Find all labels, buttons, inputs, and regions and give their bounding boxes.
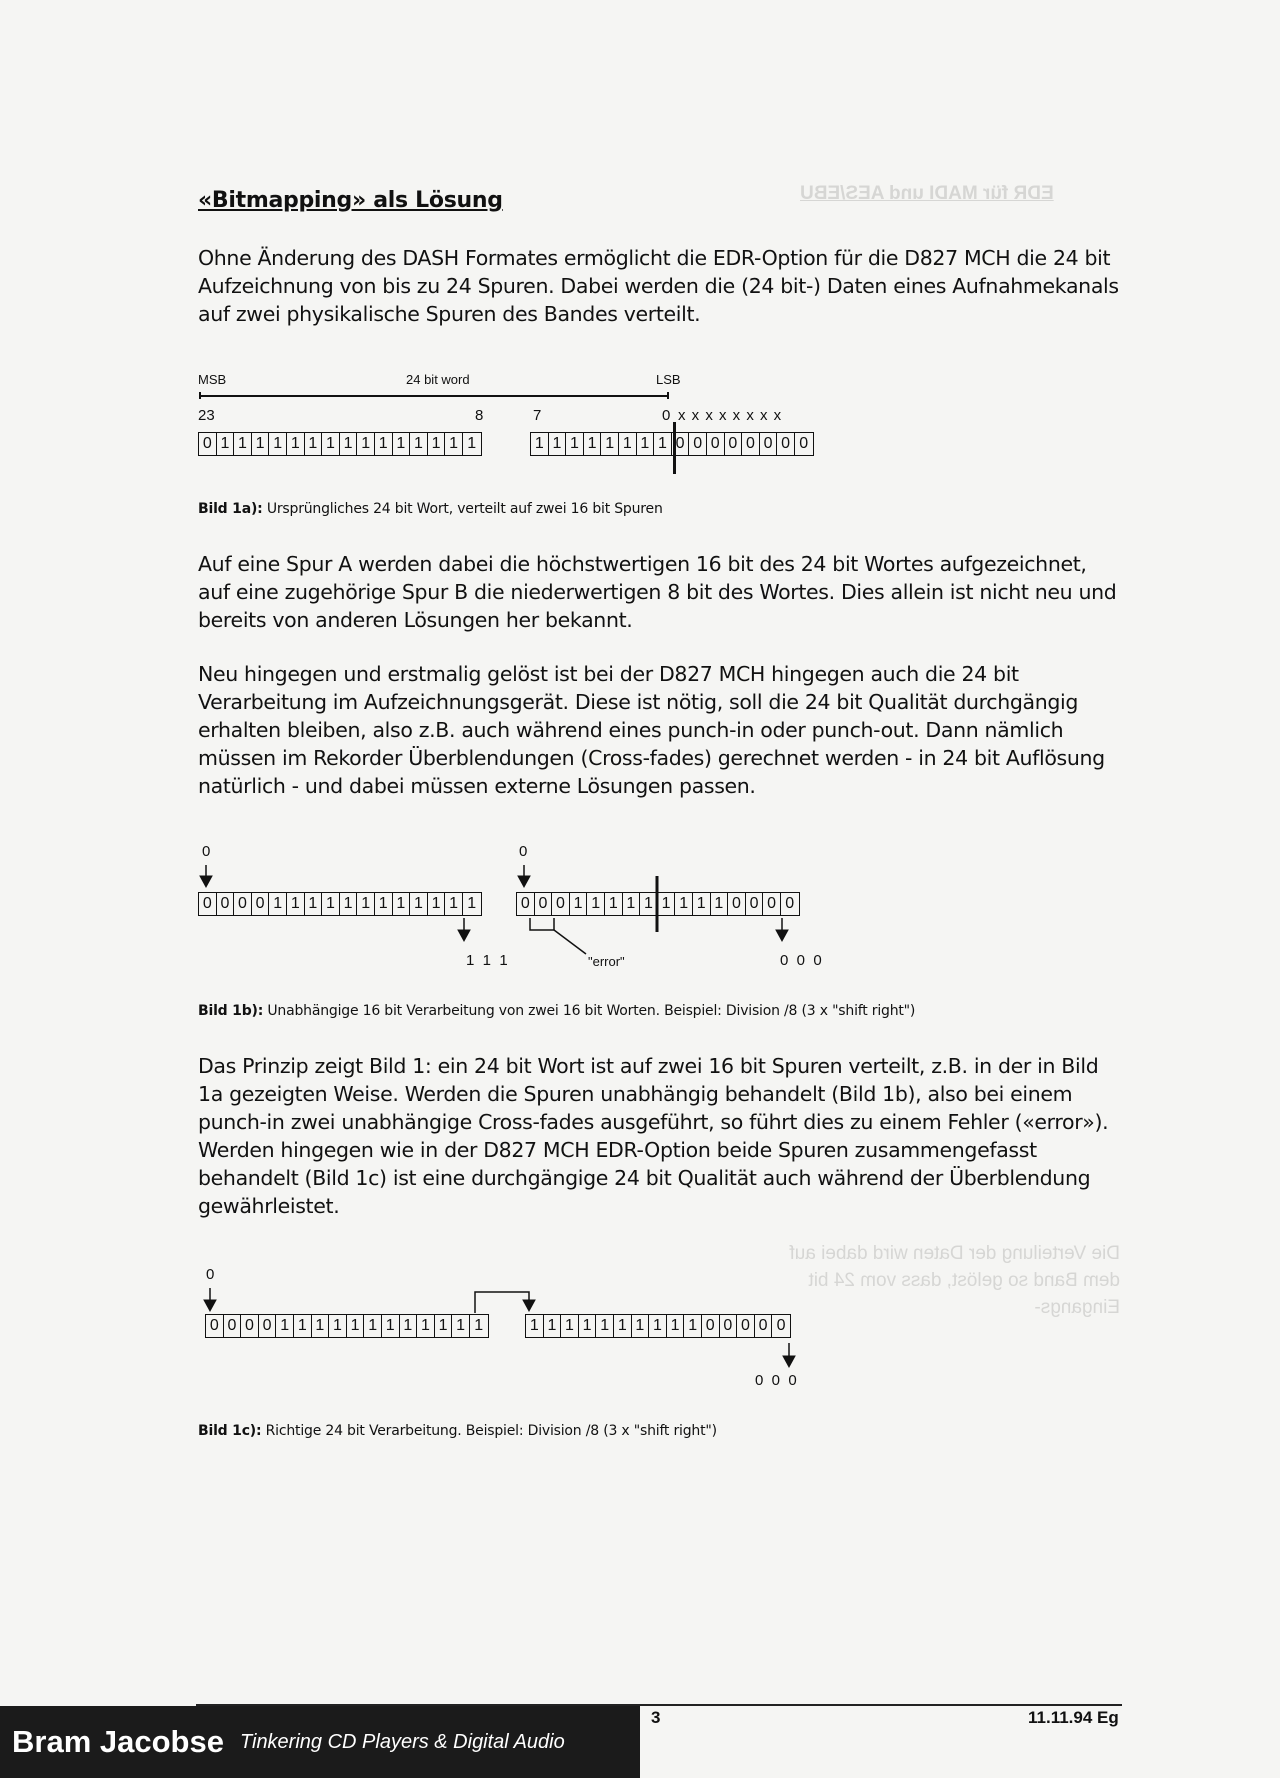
lsb-x-marks: x x x x x x x x <box>678 407 783 424</box>
bit-cell: 1 <box>605 893 623 915</box>
bit-cell: 1 <box>269 433 287 455</box>
bit-cell: 1 <box>526 1315 544 1337</box>
bit-8-label: 8 <box>475 407 484 424</box>
bit-cell: 1 <box>305 433 323 455</box>
bit-cell: 1 <box>566 433 584 455</box>
bit-cell: 0 <box>217 893 235 915</box>
bit-cell: 1 <box>654 433 672 455</box>
bit-cell: 1 <box>217 433 235 455</box>
bit-cell: 0 <box>725 433 743 455</box>
bleed-through-heading: EDR für MADI und AES/EBU <box>800 183 1054 204</box>
bit-cell: 0 <box>707 433 725 455</box>
bit-cell: 1 <box>357 433 375 455</box>
bit-cell: 1 <box>474 1317 484 1334</box>
bit-cell: 1 <box>693 893 711 915</box>
bit-cell: 1 <box>410 893 428 915</box>
bit-cell: 1 <box>375 893 393 915</box>
bit-cell: 0 <box>742 433 760 455</box>
bit-cell: 1 <box>711 893 729 915</box>
bit-cell: 1 <box>640 893 658 915</box>
paragraph-tracks: Auf eine Spur A werden dabei die höchstwertigen 16 bit des 24 bit Wortes aufgezeichnet, auf eine zugehörige Spur B die niederwertigen 8 bit des Wortes. Dies allein ist nicht neu und bereits von anderen Lösungen her bekannt. <box>198 552 1117 632</box>
bit-cell: 0 <box>777 433 795 455</box>
fig1b-zero-a: 0 <box>202 843 211 860</box>
bit-cell: 1 <box>312 1315 330 1337</box>
bit-cell: 1 <box>596 1315 614 1337</box>
bit-cell: 1 <box>428 433 446 455</box>
bit-23-label: 23 <box>198 407 215 424</box>
bit-cell: 1 <box>579 1315 597 1337</box>
paragraph-processing: Neu hingegen und erstmalig gelöst ist bei der D827 MCH hingegen auch die 24 bit Verarbeitung im Aufzeichnungsgerät. Diese ist nötig, soll die 24 bit Qualität durchgängig erhalten bleiben, also z.B. auch während eines punch-in oder punch-out. Dann nämlich müssen im Rekorder Überblendungen (Cross-fades) gerechnet werden - in 24 bit Auflösung natürlich - und dabei müssen externe Lösungen passen. <box>198 662 1105 798</box>
bit-cell: 0 <box>728 893 746 915</box>
bit-cell: 0 <box>799 435 809 452</box>
bit-cell: 1 <box>435 1315 453 1337</box>
bit-cell: 1 <box>531 433 549 455</box>
watermark-name: Bram Jacobse <box>12 1724 224 1759</box>
bit-cell: 1 <box>322 433 340 455</box>
bit-cell: 1 <box>467 435 477 452</box>
bit-cell: 1 <box>410 433 428 455</box>
bit-cell: 0 <box>259 1315 277 1337</box>
watermark-tagline: Tinkering CD Players & Digital Audio <box>239 1730 565 1753</box>
bit-cell: 1 <box>675 893 693 915</box>
bleed-through-text: Die Verteilung der Daten wird dabei auf dem Band so gelöst, dass vom 24 bit Eingangs- <box>789 1243 1120 1318</box>
bit-cell: 0 <box>746 893 764 915</box>
bit-cell: 0 <box>517 893 535 915</box>
bit-cell: 1 <box>561 1315 579 1337</box>
section-heading: «Bitmapping» als Lösung <box>198 188 503 213</box>
lsb-label: LSB <box>656 372 681 387</box>
bit-cell: 1 <box>269 893 287 915</box>
bit-cell: 1 <box>287 893 305 915</box>
bit-cell: 1 <box>570 893 588 915</box>
bit-cell: 1 <box>601 433 619 455</box>
bit-cell: 1 <box>445 433 463 455</box>
bit-cell: 0 <box>224 1315 242 1337</box>
bit-cell: 1 <box>393 893 411 915</box>
bit-cell: 1 <box>637 433 655 455</box>
caption-fig1a: Bild 1a): Ursprüngliches 24 bit Wort, verteilt auf zwei 16 bit Spuren <box>198 501 663 517</box>
paragraph-principle: Das Prinzip zeigt Bild 1: ein 24 bit Wort ist auf zwei 16 bit Spuren verteilt, z.B. in der in Bild 1a gezeigten Weise. Werden die Spuren unabhängig behandelt (Bild 1b), also bei einem punch-in zwei unabhängige Cross-fades ausgeführt, so führt dies zu einem Fehler («error»). Werden hingegen wie in der D827 MCH EDR-Option beide Spuren zusammengefasst behandelt (Bild 1c) ist eine durchgängige 24 bit Qualität auch während der Überblendung gewährleistet. <box>198 1054 1109 1218</box>
bit-cell: 1 <box>340 433 358 455</box>
bit-cell: 1 <box>364 1315 382 1337</box>
bit-cell: 1 <box>619 433 637 455</box>
bit-cell: 0 <box>737 1315 755 1337</box>
bit-cell: 1 <box>658 893 676 915</box>
fig1b-output-a: 1 1 1 <box>466 952 508 969</box>
fig1c-output: 0 0 0 <box>755 1372 797 1389</box>
paragraph-intro: Ohne Änderung des DASH Formates ermöglicht die EDR-Option für die D827 MCH die 24 bit Aufzeichnung von bis zu 24 Spuren. Dabei werden die (24 bit-) Daten eines Aufnahmekanals auf zwei physikalische Spuren des Bandes verteilt. <box>198 246 1119 326</box>
watermark-banner <box>0 1706 640 1778</box>
bit-cell: 0 <box>552 893 570 915</box>
page-number: 3 <box>651 1708 661 1727</box>
bit-cell: 0 <box>234 893 252 915</box>
bit-cell: 1 <box>382 1315 400 1337</box>
fig1b-output-b: 0 0 0 <box>780 952 822 969</box>
bit-cell: 1 <box>347 1315 365 1337</box>
arrow-down-icon <box>523 1300 535 1311</box>
bit-cell: 1 <box>649 1315 667 1337</box>
bit-cell: 1 <box>294 1315 312 1337</box>
bit-cell: 1 <box>276 1315 294 1337</box>
bit-cell: 0 <box>206 1315 224 1337</box>
fig1c-track-b <box>525 1314 791 1338</box>
bit-cell: 1 <box>614 1315 632 1337</box>
bit-cell: 1 <box>623 893 641 915</box>
bit-cell: 0 <box>720 1315 738 1337</box>
bit-cell: 0 <box>241 1315 259 1337</box>
bit-cell: 1 <box>544 1315 562 1337</box>
caption-fig1b: Bild 1b): Unabhängige 16 bit Verarbeitung von zwei 16 bit Worten. Beispiel: Division /8 (3 x "shift right") <box>198 1003 916 1019</box>
bit-cell: 1 <box>667 1315 685 1337</box>
bit-cell: 1 <box>417 1315 435 1337</box>
bit-cell: 0 <box>785 895 795 912</box>
bit-cell: 1 <box>340 893 358 915</box>
bit-cell: 1 <box>305 893 323 915</box>
fig1b-zero-b: 0 <box>519 843 528 860</box>
bit-cell: 1 <box>252 433 270 455</box>
fig1c-zero: 0 <box>206 1266 215 1283</box>
bit-0-label: 0 <box>662 407 671 424</box>
arrow-down-icon <box>783 1356 795 1367</box>
bit-cell: 1 <box>234 433 252 455</box>
bit-cell: 0 <box>199 893 217 915</box>
bit-cell: 0 <box>689 433 707 455</box>
bit-cell: 0 <box>672 433 690 455</box>
arrow-down-icon <box>204 1300 216 1311</box>
bit-cell: 1 <box>393 433 411 455</box>
bit-cell: 0 <box>199 433 217 455</box>
bit-cell: 1 <box>549 433 567 455</box>
bit-cell: 1 <box>684 1315 702 1337</box>
bit-cell: 0 <box>535 893 553 915</box>
bit-cell: 1 <box>452 1315 470 1337</box>
bit-cell: 1 <box>587 893 605 915</box>
bit-cell: 1 <box>445 893 463 915</box>
bit-cell: 0 <box>755 1315 773 1337</box>
word-label: 24 bit word <box>406 372 470 387</box>
msb-label: MSB <box>198 372 227 387</box>
bit-cell: 0 <box>760 433 778 455</box>
caption-fig1c: Bild 1c): Richtige 24 bit Verarbeitung. Beispiel: Division /8 (3 x "shift right") <box>198 1423 717 1439</box>
bit-cell: 0 <box>702 1315 720 1337</box>
bit-cell: 0 <box>252 893 270 915</box>
bit-cell: 0 <box>776 1317 786 1334</box>
bit-cell: 1 <box>357 893 375 915</box>
bit-cell: 1 <box>428 893 446 915</box>
bit-cell: 1 <box>632 1315 650 1337</box>
bit-cell: 1 <box>375 433 393 455</box>
bit-7-label: 7 <box>533 407 542 424</box>
bit-cell: 1 <box>400 1315 418 1337</box>
bit-cell: 1 <box>329 1315 347 1337</box>
fig1c-track-a <box>205 1314 489 1338</box>
bit-cell: 0 <box>763 893 781 915</box>
fig1b-error-label: "error" <box>588 954 625 969</box>
bit-cell: 1 <box>287 433 305 455</box>
page-date: 11.11.94 Eg <box>1028 1708 1119 1727</box>
bit-cell: 1 <box>322 893 340 915</box>
bit-cell: 1 <box>467 895 477 912</box>
bit-cell: 1 <box>584 433 602 455</box>
